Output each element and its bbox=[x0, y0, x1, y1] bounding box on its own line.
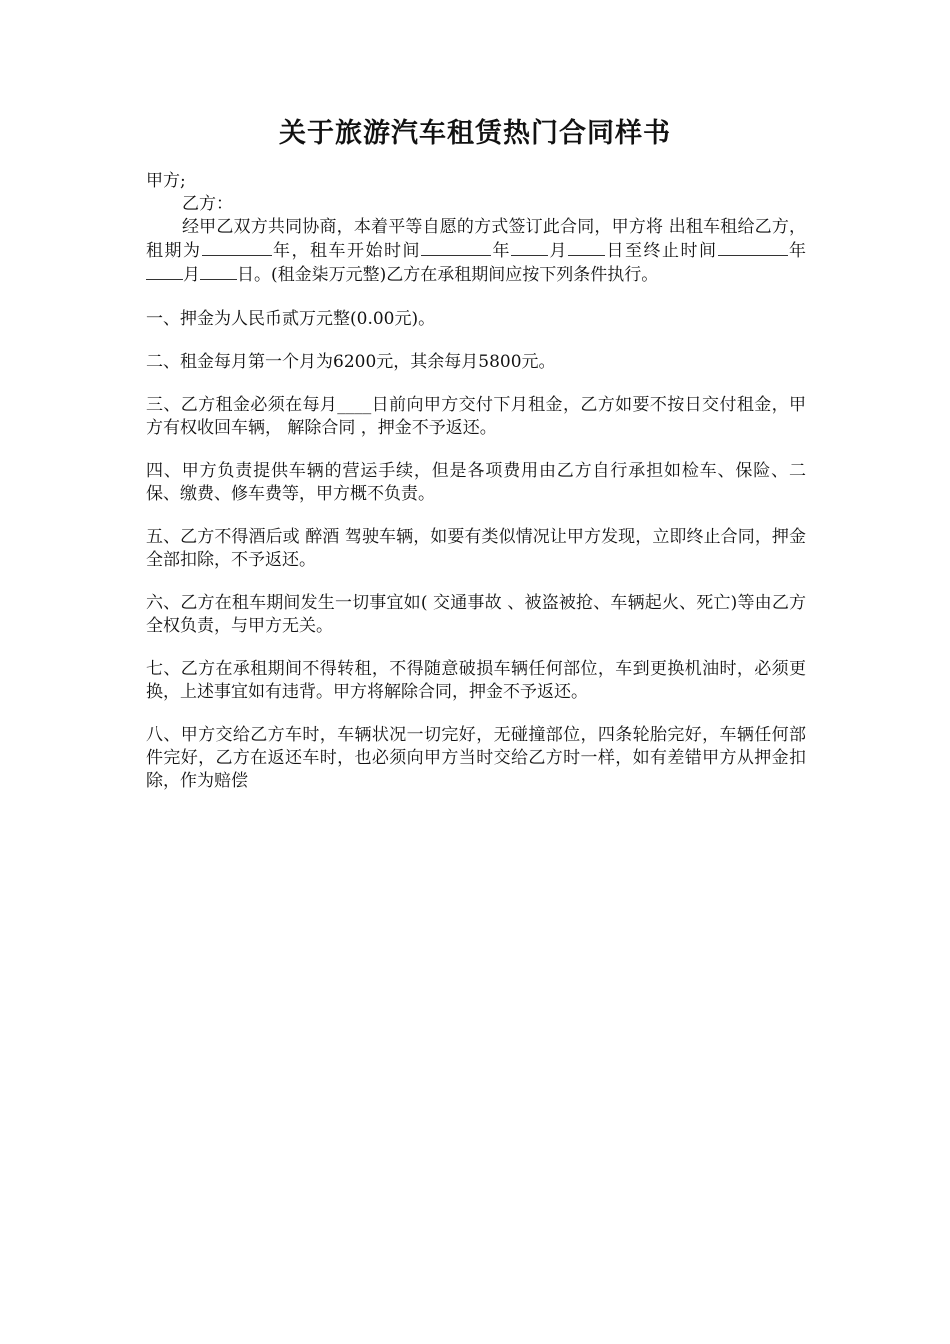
document-body bbox=[146, 170, 806, 793]
clause-7: 七、乙方在承租期间不得转租，不得随意破损车辆任何部位，车到更换机油时，必须更换，上述事宜如有违背。甲方将解除合同，押金不予返还。 bbox=[146, 659, 806, 702]
end-day-blank bbox=[200, 263, 237, 280]
clause-6: 六、乙方在租车期间发生一切事宜如( 交通事故 、被盗被抢、车辆起火、死亡)等由乙方全权负责，与甲方无关。 bbox=[146, 593, 806, 636]
intro-text-3: 年 bbox=[491, 241, 511, 261]
clause-8: 八、甲方交给乙方车时，车辆状况一切完好，无碰撞部位，四条轮胎完好，车辆任何部件完好，乙方在返还车时，也必须向甲方当时交给乙方时一样，如有差错甲方从押金扣除，作为赔偿 bbox=[146, 725, 806, 791]
intro-text-5: 日至终止时间 bbox=[605, 241, 718, 261]
end-month-blank bbox=[146, 263, 183, 280]
clause-5: 五、乙方不得酒后或 醉酒 驾驶车辆，如要有类似情况让甲方发现，立即终止合同，押金全部扣除，不予返还。 bbox=[146, 527, 806, 570]
party-a-label: 甲方; bbox=[146, 171, 186, 191]
start-day-blank bbox=[568, 239, 605, 256]
intro-text-7: 月 bbox=[183, 265, 200, 285]
clause-4: 四、甲方负责提供车辆的营运手续，但是各项费用由乙方自行承担如检车、保险、二保、缴费、修车费等，甲方概不负责。 bbox=[146, 461, 806, 504]
start-year-blank bbox=[421, 239, 491, 256]
clause-1: 一、押金为人民币贰万元整(0.00元)。 bbox=[146, 309, 436, 329]
lease-term-blank bbox=[202, 239, 272, 256]
party-b-label: 乙方： bbox=[182, 194, 233, 214]
clause-3: 三、乙方租金必须在每月____日前向甲方交付下月租金，乙方如要不按日交付租金，甲方有权收回车辆， 解除合同 ，押金不予返还。 bbox=[146, 395, 806, 438]
end-year-blank bbox=[718, 239, 788, 256]
intro-paragraph bbox=[146, 216, 806, 287]
intro-text-8: 日。(租金柒万元整)乙方在承租期间应按下列条件执行。 bbox=[237, 265, 659, 285]
intro-text-4: 月 bbox=[548, 241, 568, 261]
intro-text-2: 年，租车开始时间 bbox=[271, 241, 421, 261]
intro-text-1: 经甲乙双方共同协商，本着平等自愿的方式签订此合同，甲方将 出租车租给乙方，租期为 bbox=[146, 217, 806, 261]
clause-2: 二、租金每月第一个月为6200元，其余每月5800元。 bbox=[146, 352, 556, 372]
intro-text-6: 年 bbox=[787, 241, 806, 261]
document-title: 关于旅游汽车租赁热门合同样书 bbox=[279, 118, 671, 149]
start-month-blank bbox=[511, 239, 548, 256]
